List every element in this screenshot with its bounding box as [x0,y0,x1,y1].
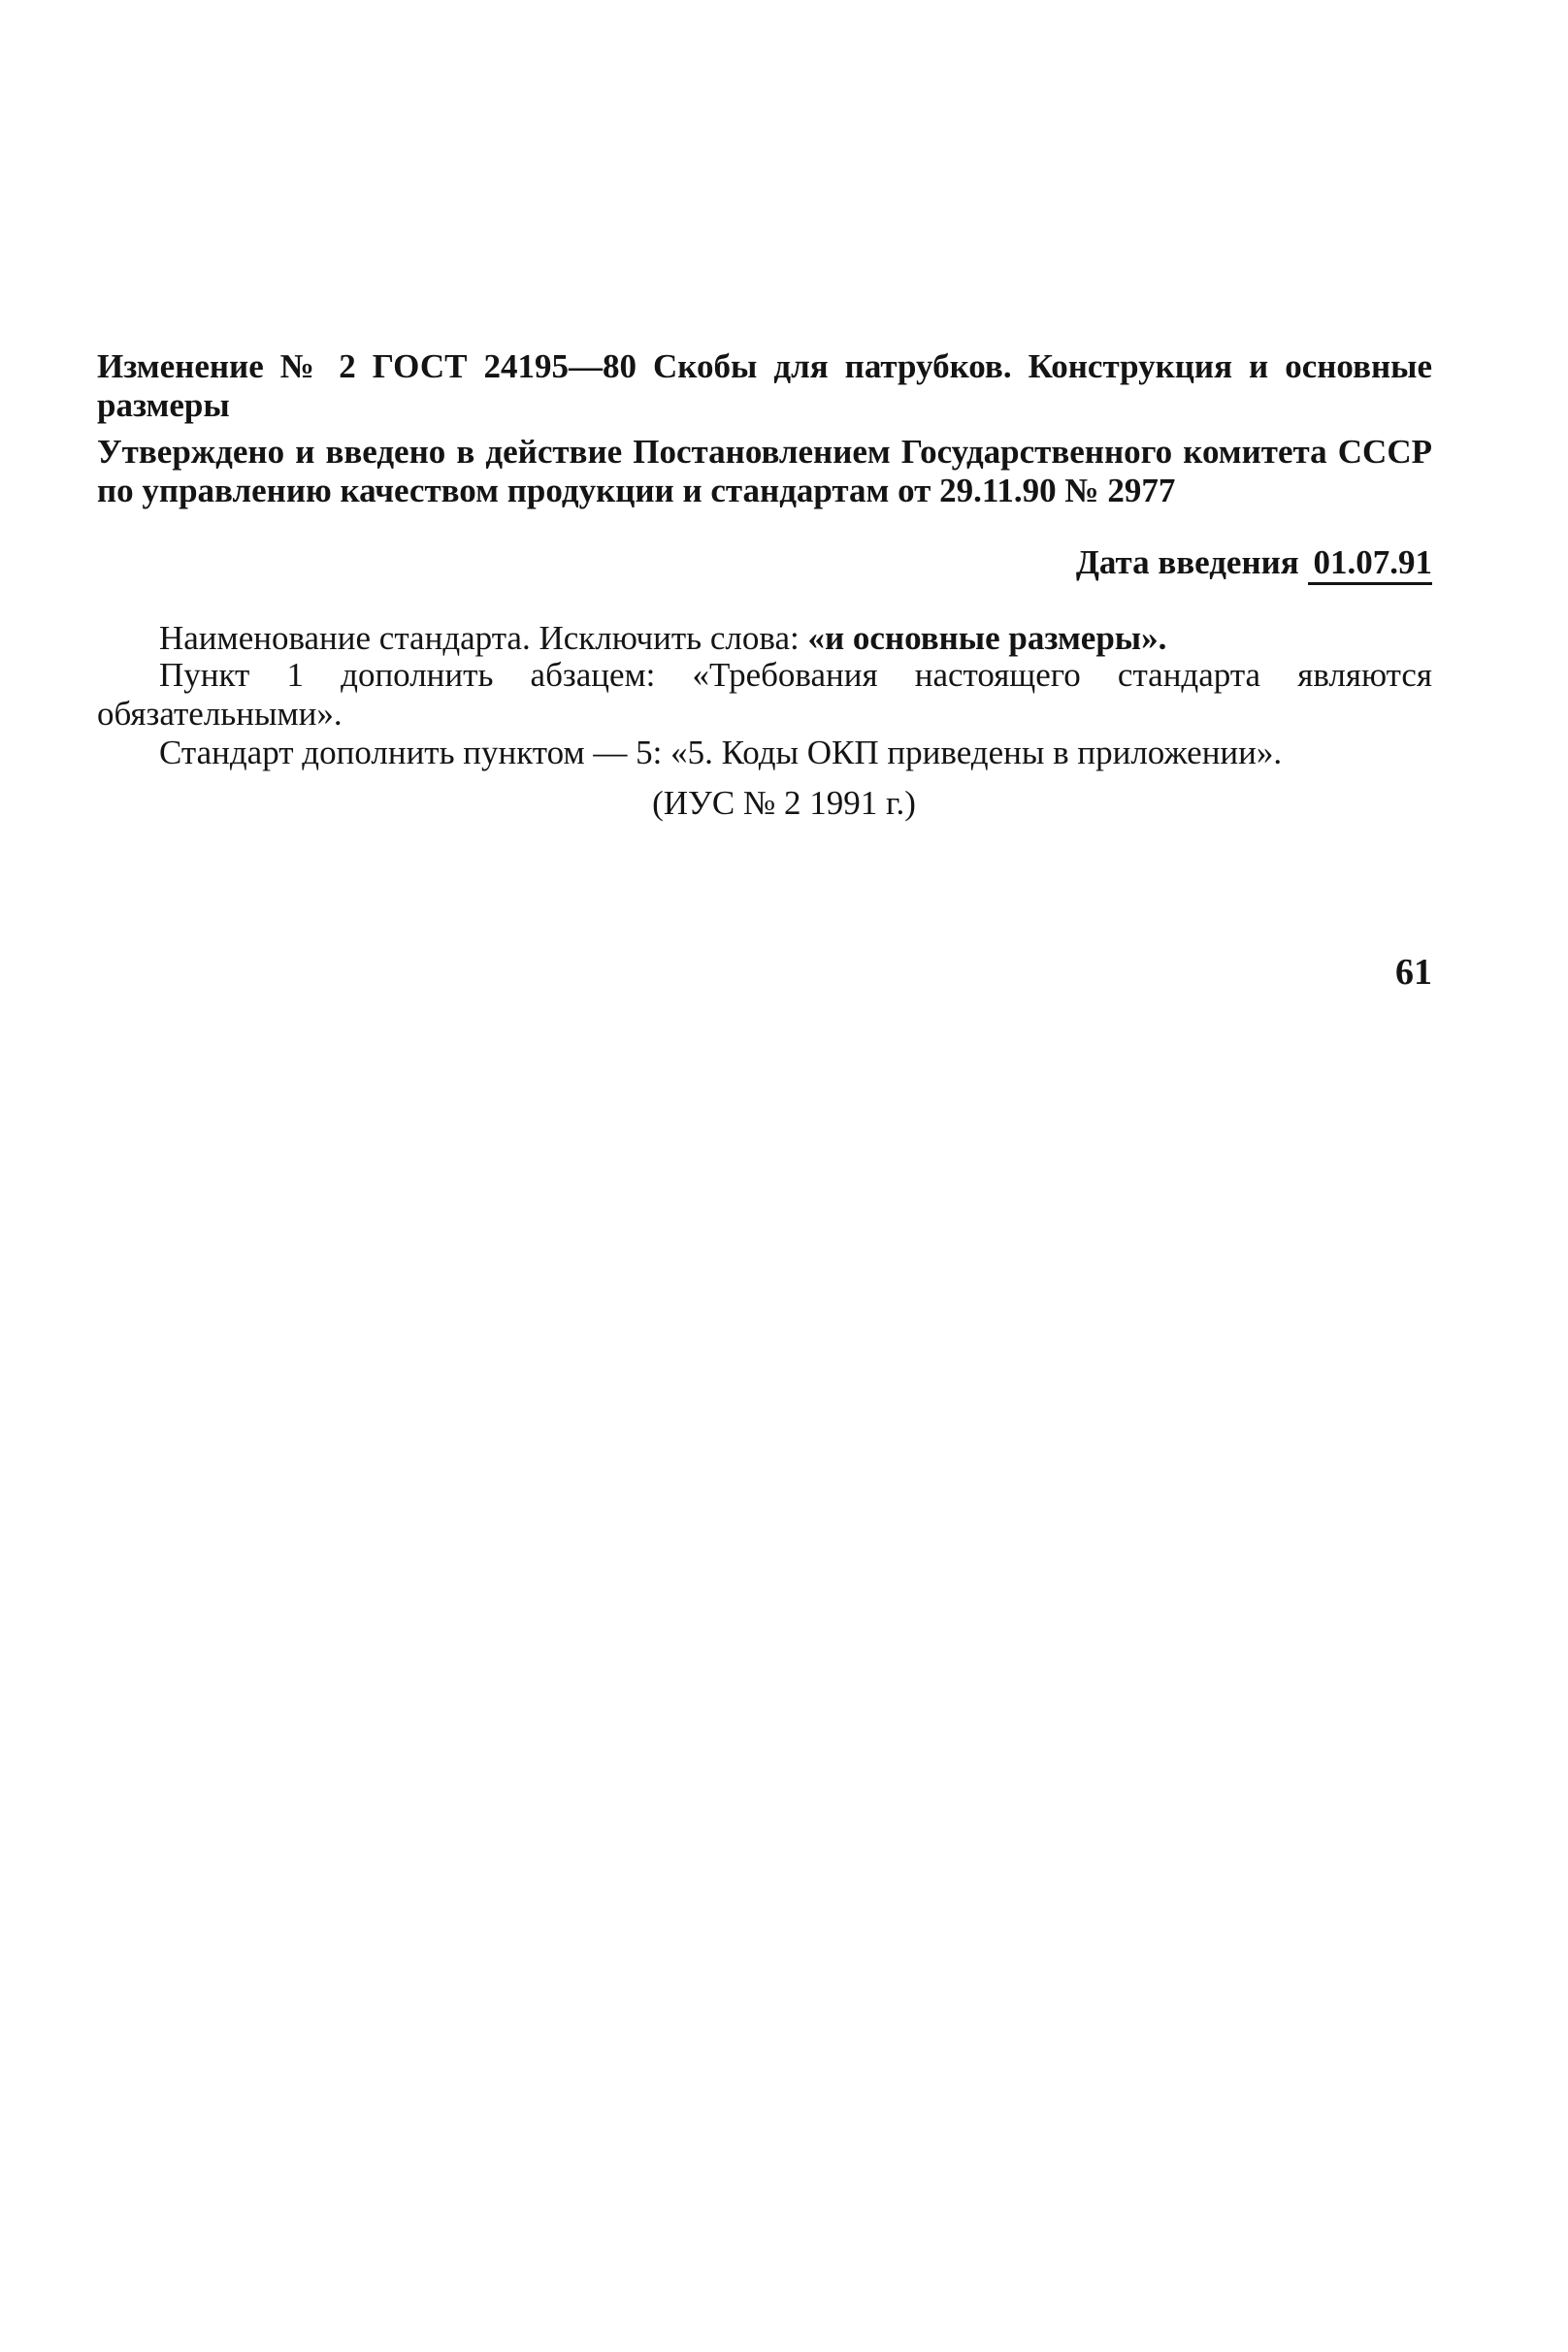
amendment-item-1-text: Наименование стандарта. Исключить слова: [159,619,808,657]
amendment-item-2: Пункт 1 дополнить абзацем: «Требования настоящего стандарта являются обязательными». [97,656,1432,733]
approval-statement: Утверждено и введено в действие Постановлением Государственного комитета СССР по управлению качеством продукции и стандартам от 29.11.90 № 2977 [97,433,1432,509]
amendment-item-3: Стандарт дополнить пунктом — 5: «5. Коды ОКП приведены в приложении». [159,734,1283,771]
amendment-title: Изменение № 2 ГОСТ 24195—80 Скобы для патрубков. Конструкция и основные размеры [97,347,1432,424]
amendment-item-1-emphasis: «и основные размеры». [807,619,1167,657]
effective-date-label: Дата введения [1075,543,1299,581]
page-number: 61 [1395,952,1432,993]
effective-date [1076,541,1432,585]
source-reference: (ИУС № 2 1991 г.) [652,784,916,822]
effective-date-value: 01.07.91 [1308,543,1433,585]
amendment-item-1 [97,619,1432,658]
